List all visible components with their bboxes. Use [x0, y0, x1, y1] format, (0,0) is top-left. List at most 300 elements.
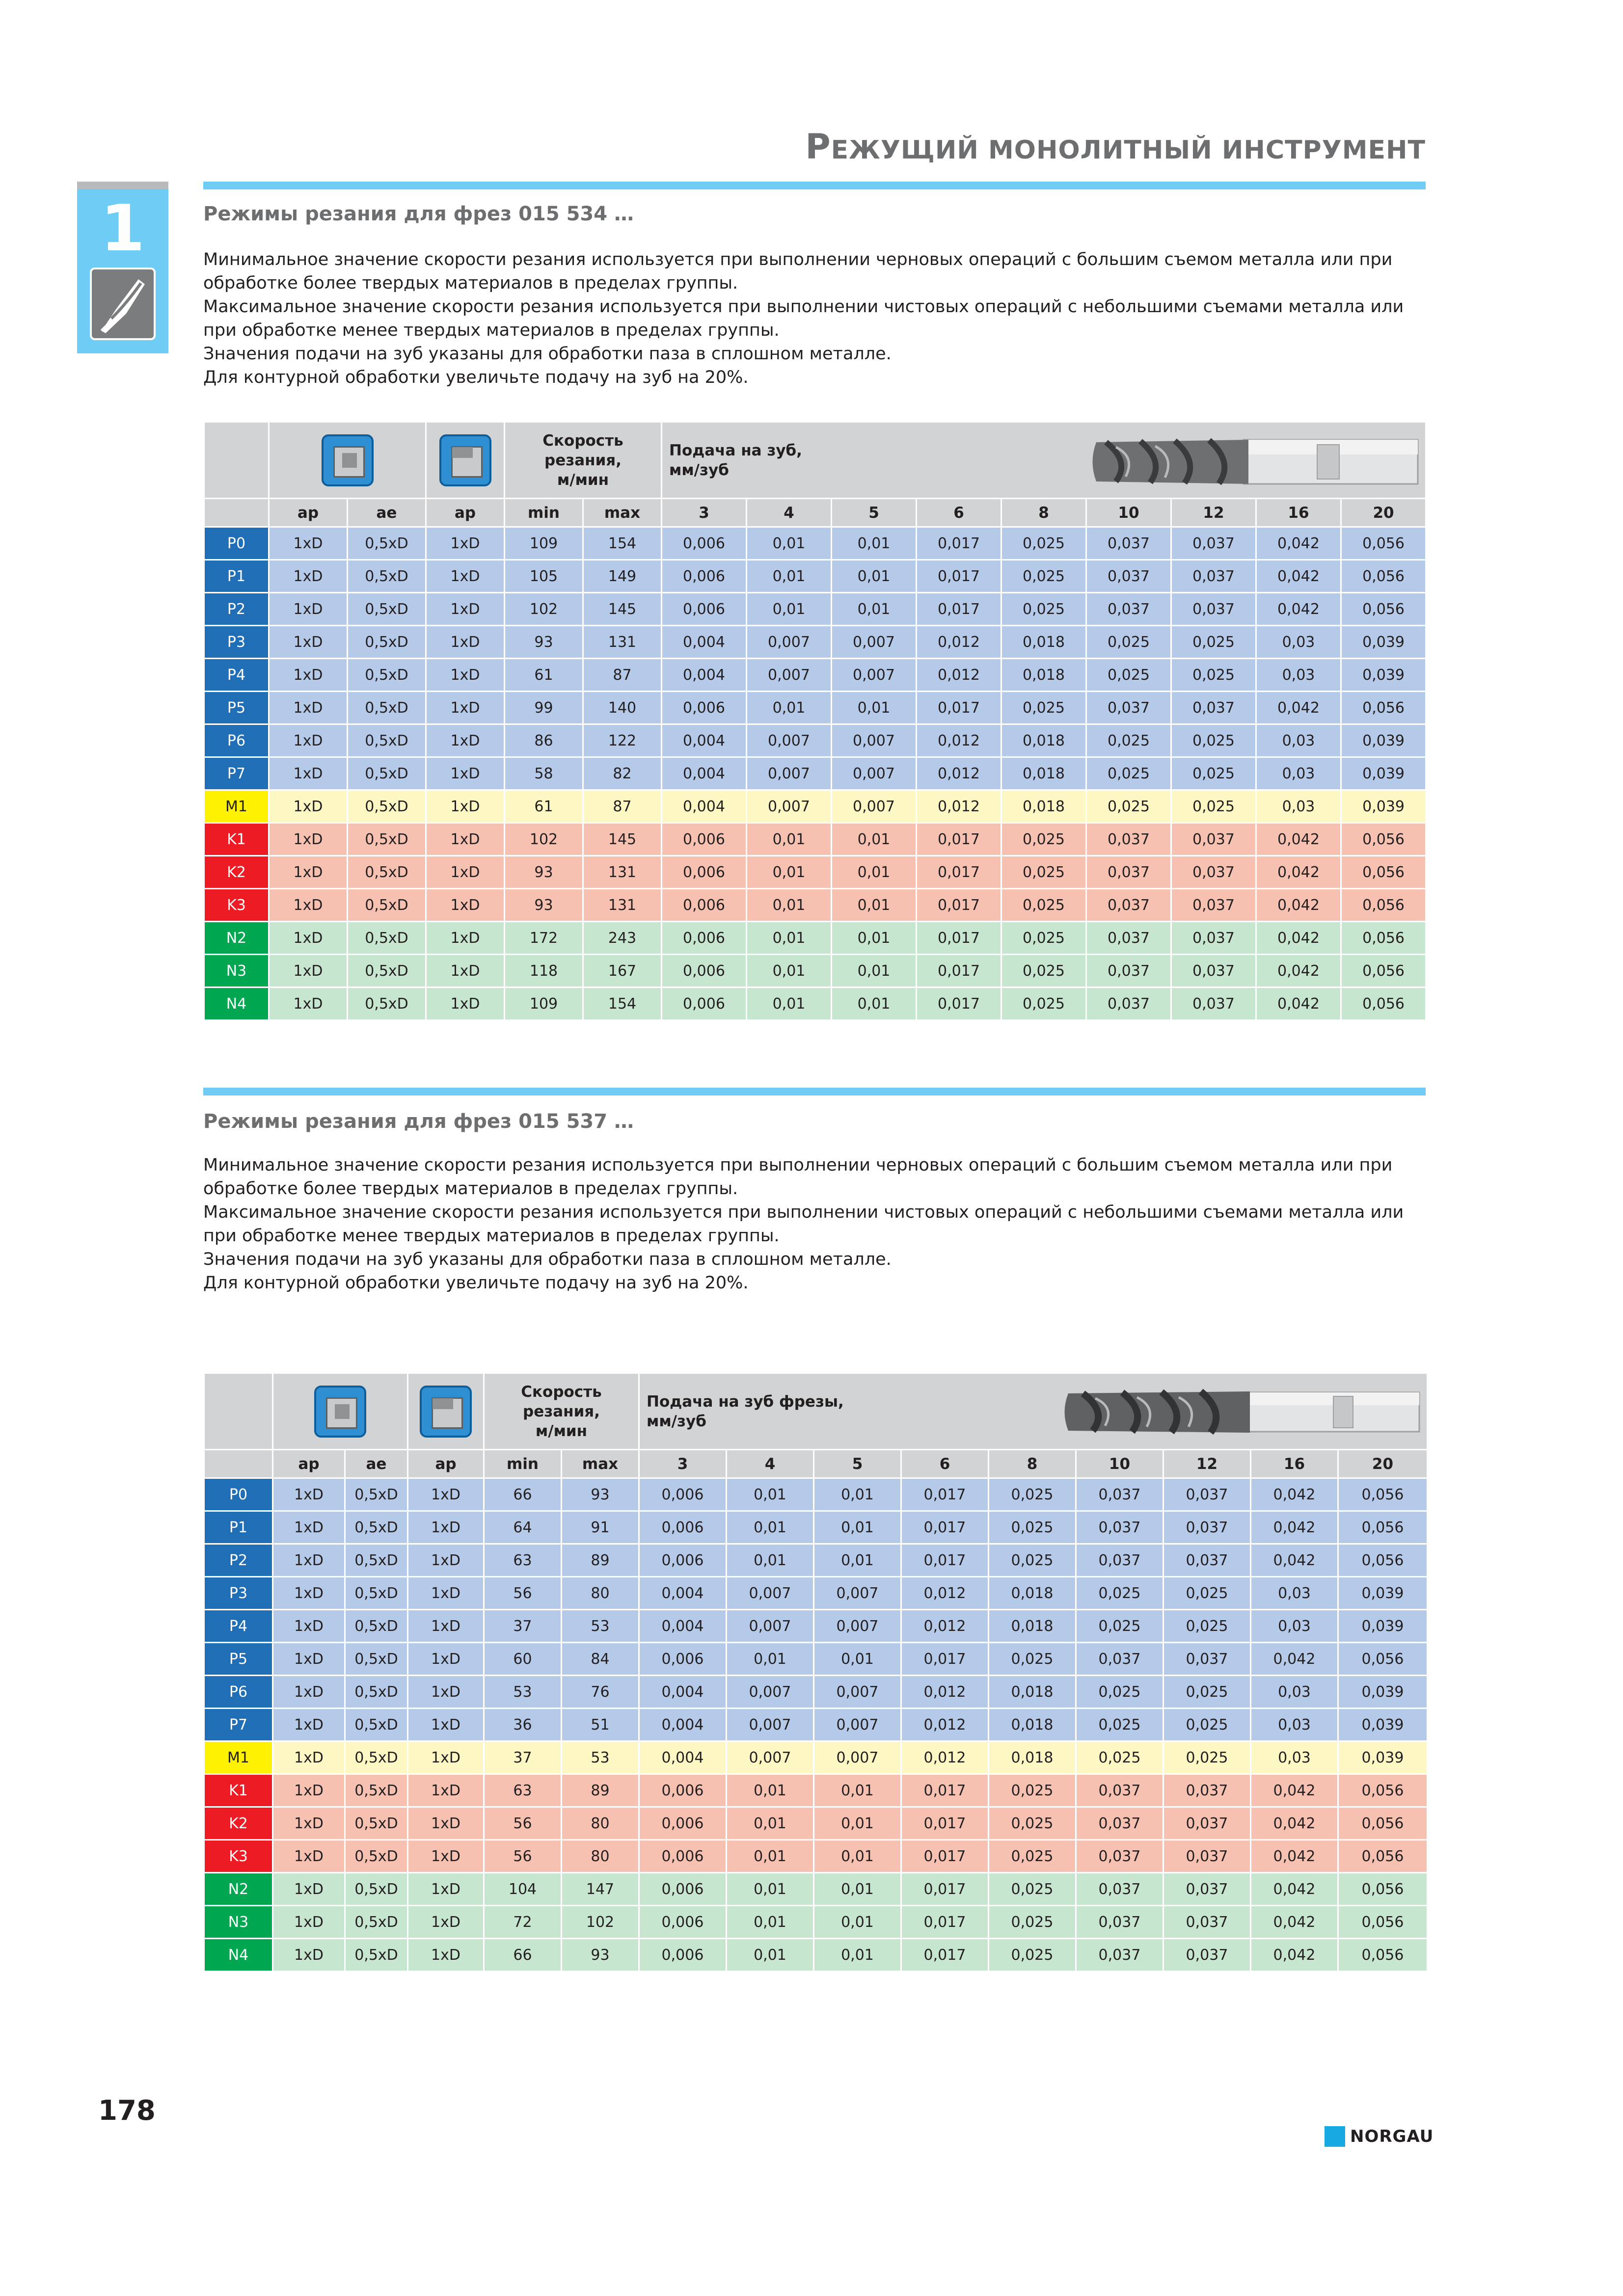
- table-cell: 0,5xD: [348, 823, 426, 856]
- table-row: [204, 626, 1426, 659]
- table-cell: 0,037: [1171, 922, 1256, 955]
- table-cell: 131: [583, 626, 662, 659]
- table-cell: 0,037: [1163, 1939, 1251, 1972]
- table-cell: 61: [505, 659, 583, 692]
- table-cell: 1xD: [273, 1939, 345, 1972]
- table-cell: 0,056: [1341, 922, 1426, 955]
- table-cell: 0,018: [1001, 757, 1086, 790]
- table-cell: 0,037: [1163, 1906, 1251, 1939]
- table-cell: 154: [583, 988, 662, 1020]
- table-cell: 1xD: [269, 856, 348, 889]
- table-cell: 0,007: [747, 626, 832, 659]
- section-1-line: при обработке менее твердых материалов в пределах группы.: [203, 320, 780, 340]
- table-cell: 0,025: [989, 1511, 1076, 1544]
- table-cell: 0,056: [1341, 593, 1426, 626]
- speed-header-line: резания,: [523, 1402, 600, 1420]
- table-cell: 131: [583, 889, 662, 922]
- table-cell: 0,039: [1341, 757, 1426, 790]
- table-row: [204, 692, 1426, 724]
- chapter-number: 1: [100, 191, 145, 266]
- table-cell: 0,017: [917, 955, 1001, 988]
- material-code: P1: [204, 1511, 273, 1544]
- header-title-rest: ЕЖУЩИЙ МОНОЛИТНЫЙ ИНСТРУМЕНТ: [831, 135, 1426, 165]
- table-cell: 0,004: [662, 757, 747, 790]
- table-cell: 0,01: [832, 889, 917, 922]
- table-cell: 0,056: [1338, 1840, 1428, 1873]
- table-cell: 1xD: [426, 955, 505, 988]
- table-cell: 0,056: [1341, 560, 1426, 593]
- speed-header-line: Скорость: [521, 1383, 602, 1401]
- table-cell: 0,012: [901, 1709, 989, 1741]
- blank-header-cell: [204, 1373, 273, 1450]
- table-cell: 0,037: [1086, 988, 1171, 1020]
- column-label: min: [505, 499, 583, 527]
- table-cell: 1xD: [269, 724, 348, 757]
- table-cell: 64: [484, 1511, 562, 1544]
- table-cell: 0,025: [1086, 724, 1171, 757]
- column-label: 3: [639, 1450, 727, 1478]
- table-row: [204, 1577, 1428, 1610]
- material-code: N3: [204, 955, 269, 988]
- table-cell: 0,007: [814, 1610, 901, 1643]
- table-cell: 80: [562, 1807, 639, 1840]
- section-2-line: обработке более твердых материалов в пределах группы.: [203, 1179, 738, 1199]
- feed-header: [639, 1373, 1428, 1450]
- table-cell: 60: [484, 1643, 562, 1676]
- table-cell: 0,037: [1171, 823, 1256, 856]
- table-cell: 0,018: [989, 1741, 1076, 1774]
- table-cell: 1xD: [273, 1709, 345, 1741]
- table-cell: 0,5xD: [348, 724, 426, 757]
- table-cell: 0,056: [1341, 856, 1426, 889]
- table-cell: 36: [484, 1709, 562, 1741]
- table-cell: 0,01: [747, 823, 832, 856]
- table-cell: 0,018: [1001, 790, 1086, 823]
- table-row: [204, 1478, 1428, 1511]
- table-cell: 0,017: [917, 527, 1001, 560]
- column-label: 10: [1076, 1450, 1163, 1478]
- table-row: [204, 659, 1426, 692]
- section-1-line: Значения подачи на зуб указаны для обработки паза в сплошном металле.: [203, 344, 892, 364]
- table-cell: 0,018: [989, 1676, 1076, 1709]
- table-cell: 51: [562, 1709, 639, 1741]
- section-2-line: при обработке менее твердых материалов в пределах группы.: [203, 1226, 780, 1246]
- table-cell: 66: [484, 1939, 562, 1972]
- table-cell: 1xD: [408, 1478, 484, 1511]
- material-code: M1: [204, 790, 269, 823]
- table-cell: 0,007: [832, 659, 917, 692]
- table-cell: 0,056: [1338, 1873, 1428, 1906]
- table-cell: 0,004: [662, 626, 747, 659]
- table-cell: 1xD: [408, 1577, 484, 1610]
- brand-name: NORGAU: [1350, 2127, 1434, 2146]
- table-cell: 1xD: [408, 1610, 484, 1643]
- table-cell: 0,056: [1338, 1807, 1428, 1840]
- cutting-data-table-1: [203, 421, 1427, 1021]
- table-cell: 56: [484, 1577, 562, 1610]
- table-cell: 0,042: [1251, 1774, 1338, 1807]
- table-cell: 0,037: [1163, 1643, 1251, 1676]
- table-cell: 0,01: [832, 922, 917, 955]
- table-cell: 0,017: [901, 1643, 989, 1676]
- table-cell: 0,01: [814, 1643, 901, 1676]
- table-cell: 0,01: [814, 1511, 901, 1544]
- table-cell: 0,037: [1076, 1511, 1163, 1544]
- table-cell: 0,042: [1251, 1873, 1338, 1906]
- table-cell: 0,039: [1341, 626, 1426, 659]
- table-cell: 0,025: [1076, 1577, 1163, 1610]
- table-cell: 0,01: [832, 856, 917, 889]
- table-cell: 1xD: [273, 1906, 345, 1939]
- table-row: [204, 560, 1426, 593]
- table-cell: 102: [562, 1906, 639, 1939]
- column-label: 8: [1001, 499, 1086, 527]
- table-cell: 0,004: [662, 659, 747, 692]
- table-cell: 0,037: [1076, 1544, 1163, 1577]
- table-cell: 0,025: [1163, 1709, 1251, 1741]
- table-cell: 0,01: [832, 527, 917, 560]
- section-2-line: Минимальное значение скорости резания используется при выполнении черновых операций с большим съемом металла или при: [203, 1155, 1393, 1175]
- table-cell: 0,006: [639, 1807, 727, 1840]
- table-cell: 1xD: [426, 922, 505, 955]
- column-label: 5: [814, 1450, 901, 1478]
- table-cell: 66: [484, 1478, 562, 1511]
- table-cell: 0,037: [1171, 856, 1256, 889]
- table-cell: 0,017: [901, 1511, 989, 1544]
- table-cell: 0,056: [1338, 1511, 1428, 1544]
- table-cell: 0,5xD: [345, 1939, 408, 1972]
- table-row: [204, 1741, 1428, 1774]
- table-cell: 0,017: [917, 988, 1001, 1020]
- brand-logo: [1325, 2125, 1434, 2148]
- table-cell: 0,007: [814, 1709, 901, 1741]
- table-cell: 76: [562, 1676, 639, 1709]
- table-cell: 1xD: [408, 1807, 484, 1840]
- table-cell: 149: [583, 560, 662, 593]
- table-cell: 0,01: [747, 692, 832, 724]
- table-cell: 0,042: [1251, 1939, 1338, 1972]
- table-cell: 0,03: [1251, 1577, 1338, 1610]
- table-cell: 0,037: [1171, 988, 1256, 1020]
- table-cell: 0,012: [917, 790, 1001, 823]
- table-cell: 0,5xD: [345, 1676, 408, 1709]
- chapter-tab-cap: [77, 182, 168, 189]
- table-cell: 0,006: [639, 1840, 727, 1873]
- table-cell: 0,037: [1171, 692, 1256, 724]
- table-cell: 0,037: [1163, 1774, 1251, 1807]
- material-code: P7: [204, 757, 269, 790]
- end-mill-image: [1058, 1383, 1422, 1442]
- table-cell: 87: [583, 659, 662, 692]
- table-cell: 0,056: [1341, 692, 1426, 724]
- table-cell: 61: [505, 790, 583, 823]
- table-cell: 0,006: [662, 922, 747, 955]
- table-row: [204, 1873, 1428, 1906]
- feed-header-line: Подача на зуб фрезы,: [647, 1392, 844, 1411]
- table-cell: 0,037: [1076, 1939, 1163, 1972]
- table-cell: 0,018: [989, 1709, 1076, 1741]
- table-cell: 0,042: [1256, 560, 1341, 593]
- table-row: [204, 1709, 1428, 1741]
- table-cell: 89: [562, 1774, 639, 1807]
- table-cell: 0,007: [747, 790, 832, 823]
- table-cell: 99: [505, 692, 583, 724]
- column-label: 6: [917, 499, 1001, 527]
- column-label: ae: [345, 1450, 408, 1478]
- table-cell: 0,025: [989, 1807, 1076, 1840]
- table-cell: 0,03: [1256, 790, 1341, 823]
- table-cell: 1xD: [426, 659, 505, 692]
- table-cell: 0,5xD: [345, 1643, 408, 1676]
- table-cell: 122: [583, 724, 662, 757]
- column-label: min: [484, 1450, 562, 1478]
- material-code: P2: [204, 1544, 273, 1577]
- table-cell: 0,007: [832, 626, 917, 659]
- table-row: [204, 922, 1426, 955]
- material-code: K2: [204, 1807, 273, 1840]
- table-cell: 0,037: [1086, 889, 1171, 922]
- table-cell: 0,006: [662, 823, 747, 856]
- page-header-title: [805, 127, 1426, 167]
- table-cell: 0,5xD: [345, 1906, 408, 1939]
- material-code: K3: [204, 889, 269, 922]
- table-cell: 131: [583, 856, 662, 889]
- table-cell: 1xD: [426, 757, 505, 790]
- table-cell: 0,025: [1163, 1676, 1251, 1709]
- table-cell: 63: [484, 1544, 562, 1577]
- table-cell: 0,012: [917, 757, 1001, 790]
- material-code: P0: [204, 1478, 273, 1511]
- table-cell: 0,017: [901, 1544, 989, 1577]
- table-cell: 0,039: [1338, 1610, 1428, 1643]
- table-cell: 1xD: [273, 1511, 345, 1544]
- column-label: ae: [348, 499, 426, 527]
- material-code: K3: [204, 1840, 273, 1873]
- table-cell: 0,018: [989, 1610, 1076, 1643]
- material-code: K1: [204, 1774, 273, 1807]
- table-cell: 58: [505, 757, 583, 790]
- table-cell: 37: [484, 1610, 562, 1643]
- table-cell: 0,025: [1001, 560, 1086, 593]
- side-milling-icon: [408, 1373, 484, 1450]
- feed-header-line: Подача на зуб,: [669, 441, 802, 459]
- table-row: [204, 593, 1426, 626]
- table-cell: 0,007: [832, 790, 917, 823]
- table-row: [204, 1544, 1428, 1577]
- table-cell: 0,006: [662, 527, 747, 560]
- table-cell: 0,004: [639, 1610, 727, 1643]
- table-cell: 140: [583, 692, 662, 724]
- table-cell: 0,03: [1256, 659, 1341, 692]
- side-milling-icon: [426, 422, 505, 499]
- table-cell: 0,042: [1256, 856, 1341, 889]
- table-cell: 1xD: [273, 1741, 345, 1774]
- table-cell: 0,017: [901, 1873, 989, 1906]
- table-cell: 0,03: [1256, 757, 1341, 790]
- material-code: K1: [204, 823, 269, 856]
- table-cell: 0,5xD: [348, 955, 426, 988]
- table-cell: 1xD: [269, 922, 348, 955]
- table-cell: 0,018: [1001, 724, 1086, 757]
- table-cell: 1xD: [408, 1840, 484, 1873]
- table-cell: 172: [505, 922, 583, 955]
- table-cell: 0,037: [1163, 1511, 1251, 1544]
- table-cell: 0,017: [901, 1807, 989, 1840]
- table-cell: 0,03: [1251, 1610, 1338, 1643]
- table-cell: 0,037: [1076, 1873, 1163, 1906]
- material-code: M1: [204, 1741, 273, 1774]
- table-cell: 86: [505, 724, 583, 757]
- table-cell: 0,025: [1086, 757, 1171, 790]
- table-row: [204, 1774, 1428, 1807]
- table-cell: 167: [583, 955, 662, 988]
- section-separator: [203, 1088, 1426, 1095]
- table-cell: 0,025: [1001, 823, 1086, 856]
- table-cell: 91: [562, 1511, 639, 1544]
- table-cell: 0,017: [917, 856, 1001, 889]
- table-cell: 1xD: [408, 1741, 484, 1774]
- material-code: P5: [204, 1643, 273, 1676]
- table-cell: 0,025: [1163, 1577, 1251, 1610]
- table-cell: 0,056: [1338, 1939, 1428, 1972]
- table-cell: 0,01: [727, 1873, 814, 1906]
- table-cell: 93: [505, 856, 583, 889]
- table-cell: 0,037: [1076, 1774, 1163, 1807]
- table-cell: 0,006: [662, 692, 747, 724]
- material-code: N2: [204, 922, 269, 955]
- table-cell: 0,01: [747, 889, 832, 922]
- table-cell: 0,042: [1256, 889, 1341, 922]
- table-cell: 37: [484, 1741, 562, 1774]
- table-cell: 0,037: [1086, 593, 1171, 626]
- table-cell: 0,01: [727, 1478, 814, 1511]
- table-cell: 0,5xD: [345, 1709, 408, 1741]
- end-mill-image: [1086, 432, 1420, 491]
- table-cell: 0,039: [1341, 724, 1426, 757]
- table-cell: 0,01: [727, 1774, 814, 1807]
- table-cell: 0,025: [1001, 692, 1086, 724]
- feed-header-line: мм/зуб: [647, 1412, 706, 1430]
- table-cell: 0,037: [1086, 955, 1171, 988]
- table-cell: 0,042: [1256, 692, 1341, 724]
- table-cell: 0,5xD: [348, 692, 426, 724]
- table-header-graphics: [204, 1373, 1428, 1450]
- table-cell: 0,039: [1341, 790, 1426, 823]
- table-cell: 0,01: [747, 593, 832, 626]
- table-cell: 0,025: [1001, 527, 1086, 560]
- table-cell: 0,017: [901, 1906, 989, 1939]
- table-cell: 1xD: [269, 757, 348, 790]
- table-cell: 63: [484, 1774, 562, 1807]
- table-row: [204, 1610, 1428, 1643]
- table-cell: 0,037: [1076, 1643, 1163, 1676]
- section-1-title: Режимы резания для фрез 015 534 …: [203, 203, 634, 225]
- feed-header: [662, 422, 1426, 499]
- table-cell: 0,025: [1163, 1610, 1251, 1643]
- table-cell: 0,025: [1171, 626, 1256, 659]
- table-cell: 0,01: [814, 1544, 901, 1577]
- table-cell: 0,025: [1086, 626, 1171, 659]
- table-cell: 0,025: [1171, 724, 1256, 757]
- table-cell: 80: [562, 1840, 639, 1873]
- table-cell: 0,025: [989, 1906, 1076, 1939]
- table-cell: 0,025: [989, 1873, 1076, 1906]
- table-cell: 0,5xD: [348, 593, 426, 626]
- column-label: ap: [408, 1450, 484, 1478]
- table-column-labels: [204, 1450, 1428, 1478]
- table-cell: 0,006: [662, 856, 747, 889]
- table-cell: 0,056: [1341, 889, 1426, 922]
- table-cell: 0,01: [727, 1807, 814, 1840]
- table-cell: 0,01: [727, 1906, 814, 1939]
- table-cell: 0,01: [832, 988, 917, 1020]
- table-cell: 0,018: [1001, 659, 1086, 692]
- table-cell: 1xD: [269, 988, 348, 1020]
- table-cell: 0,025: [1171, 757, 1256, 790]
- table-cell: 0,01: [747, 527, 832, 560]
- table-cell: 0,037: [1076, 1807, 1163, 1840]
- slot-milling-icon: [273, 1373, 408, 1450]
- table-cell: 0,017: [901, 1840, 989, 1873]
- table-cell: 0,012: [917, 659, 1001, 692]
- table-cell: 0,5xD: [348, 527, 426, 560]
- table-cell: 0,039: [1338, 1577, 1428, 1610]
- table-cell: 1xD: [426, 889, 505, 922]
- table-cell: 0,037: [1086, 823, 1171, 856]
- table-cell: 154: [583, 527, 662, 560]
- table-cell: 0,039: [1338, 1709, 1428, 1741]
- blank-label-cell: [204, 499, 269, 527]
- table-cell: 1xD: [426, 988, 505, 1020]
- table-cell: 89: [562, 1544, 639, 1577]
- table-cell: 0,017: [917, 889, 1001, 922]
- table-cell: 0,039: [1341, 659, 1426, 692]
- table-cell: 1xD: [408, 1544, 484, 1577]
- column-label: ap: [426, 499, 505, 527]
- table-cell: 0,5xD: [348, 856, 426, 889]
- table-cell: 0,025: [989, 1544, 1076, 1577]
- column-label: 12: [1163, 1450, 1251, 1478]
- table-cell: 0,037: [1076, 1840, 1163, 1873]
- table-cell: 0,01: [814, 1873, 901, 1906]
- table-row: [204, 790, 1426, 823]
- table-cell: 0,025: [989, 1774, 1076, 1807]
- header-rule: [203, 182, 1426, 189]
- material-code: P3: [204, 626, 269, 659]
- table-cell: 1xD: [269, 626, 348, 659]
- table-cell: 0,037: [1076, 1478, 1163, 1511]
- table-cell: 56: [484, 1807, 562, 1840]
- material-code: P4: [204, 1610, 273, 1643]
- table-cell: 0,5xD: [345, 1544, 408, 1577]
- table-cell: 0,025: [1163, 1741, 1251, 1774]
- table-cell: 0,03: [1251, 1741, 1338, 1774]
- table-cell: 1xD: [426, 692, 505, 724]
- table-cell: 0,004: [662, 790, 747, 823]
- header-title-initial: Р: [805, 127, 831, 167]
- table-cell: 109: [505, 988, 583, 1020]
- table-cell: 1xD: [273, 1807, 345, 1840]
- table-row: [204, 1939, 1428, 1972]
- table-cell: 0,042: [1256, 988, 1341, 1020]
- material-code: P0: [204, 527, 269, 560]
- table-cell: 0,01: [832, 692, 917, 724]
- table-cell: 0,042: [1251, 1840, 1338, 1873]
- table-row: [204, 757, 1426, 790]
- table-cell: 0,007: [727, 1610, 814, 1643]
- feed-header-line: мм/зуб: [669, 461, 729, 479]
- speed-header-line: Скорость: [542, 431, 623, 450]
